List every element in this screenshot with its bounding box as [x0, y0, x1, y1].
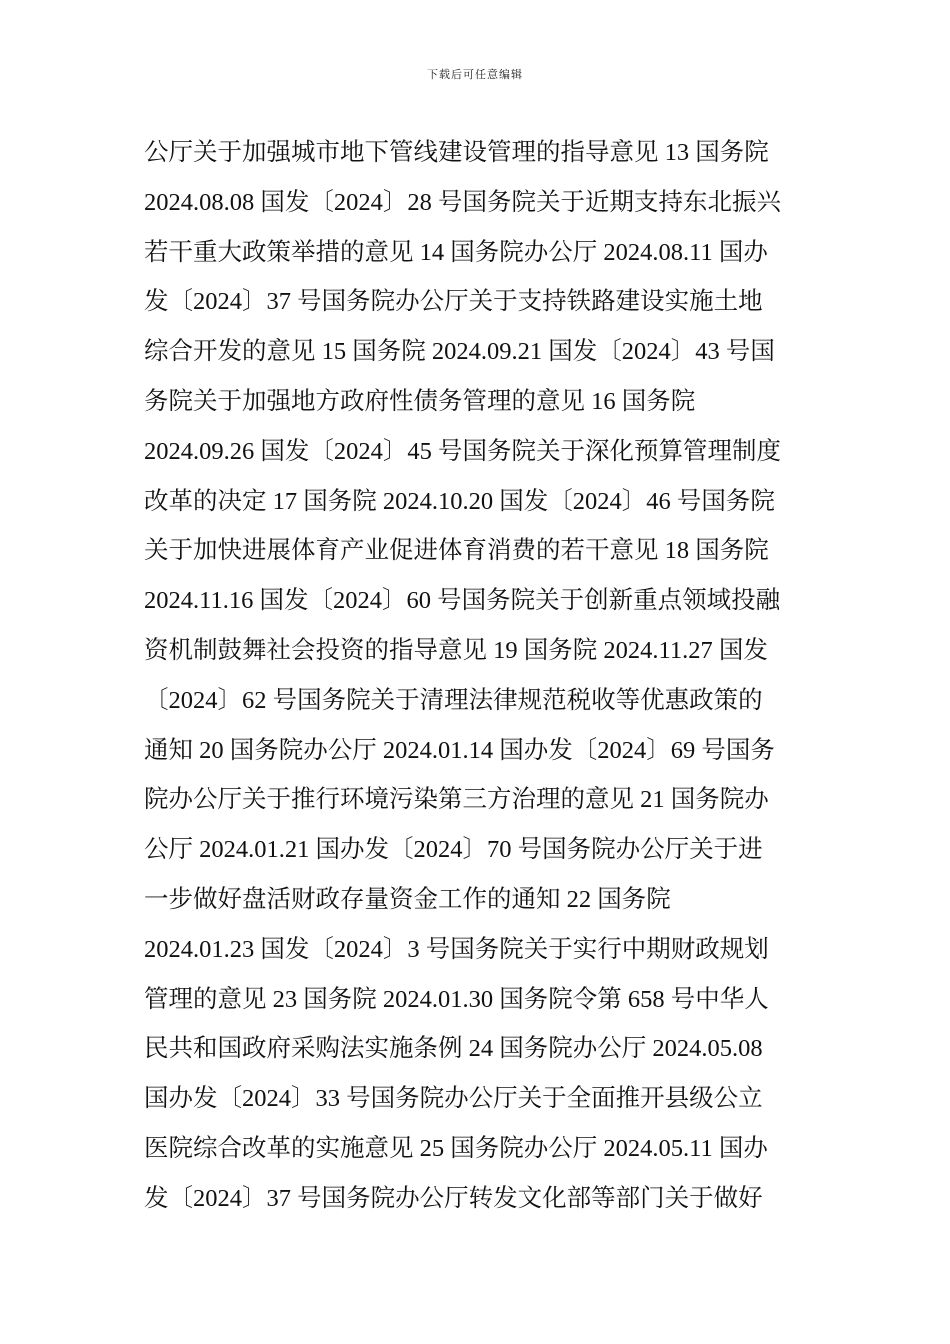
- text-line: 2024.11.16 国发〔2024〕60 号国务院关于创新重点领域投融: [144, 587, 781, 615]
- text-line: 民共和国政府采购法实施条例 24 国务院办公厅 2024.05.08: [144, 1035, 763, 1063]
- text-line: 资机制鼓舞社会投资的指导意见 19 国务院 2024.11.27 国发: [144, 636, 768, 664]
- text-line: 综合开发的意见 15 国务院 2024.09.21 国发〔2024〕43 号国: [144, 338, 775, 366]
- text-line: 公厅关于加强城市地下管线建设管理的指导意见 13 国务院: [144, 139, 769, 166]
- text-line: 2024.09.26 国发〔2024〕45 号国务院关于深化预算管理制度: [144, 437, 781, 465]
- text-line: 〔2024〕62 号国务院关于清理法律规范税收等优惠政策的: [144, 686, 763, 714]
- text-line: 国办发〔2024〕33 号国务院办公厅关于全面推开县级公立: [144, 1085, 763, 1113]
- text-line: 公厅 2024.01.21 国办发〔2024〕70 号国务院办公厅关于进: [144, 836, 763, 864]
- text-line: 关于加快进展体育产业促进体育消费的若干意见 18 国务院: [144, 537, 769, 565]
- text-line: 改革的决定 17 国务院 2024.10.20 国发〔2024〕46 号国务院: [144, 487, 775, 515]
- text-line: 院办公厅关于推行环境污染第三方治理的意见 21 国务院办: [144, 786, 769, 814]
- text-line: 若干重大政策举措的意见 14 国务院办公厅 2024.08.11 国办: [144, 238, 768, 266]
- text-line: 医院综合改革的实施意见 25 国务院办公厅 2024.05.11 国办: [144, 1134, 768, 1162]
- text-line: 一步做好盘活财政存量资金工作的通知 22 国务院: [144, 885, 671, 913]
- text-line: 2024.08.08 国发〔2024〕28 号国务院关于近期支持东北振兴: [144, 188, 781, 216]
- text-line: 通知 20 国务院办公厅 2024.01.14 国办发〔2024〕69 号国务: [144, 736, 775, 764]
- body-text: [144, 128, 824, 1224]
- text-line: 2024.01.23 国发〔2024〕3 号国务院关于实行中期财政规划: [144, 935, 769, 963]
- text-line: 管理的意见 23 国务院 2024.01.30 国务院令第 658 号中华人: [144, 985, 769, 1013]
- text-line: 发〔2024〕37 号国务院办公厅关于支持铁路建设实施土地: [144, 288, 763, 316]
- header-note: 下载后可任意编辑: [427, 68, 523, 81]
- text-line: 务院关于加强地方政府性债务管理的意见 16 国务院: [144, 387, 696, 415]
- text-line: 发〔2024〕37 号国务院办公厅转发文化部等部门关于做好: [144, 1184, 763, 1212]
